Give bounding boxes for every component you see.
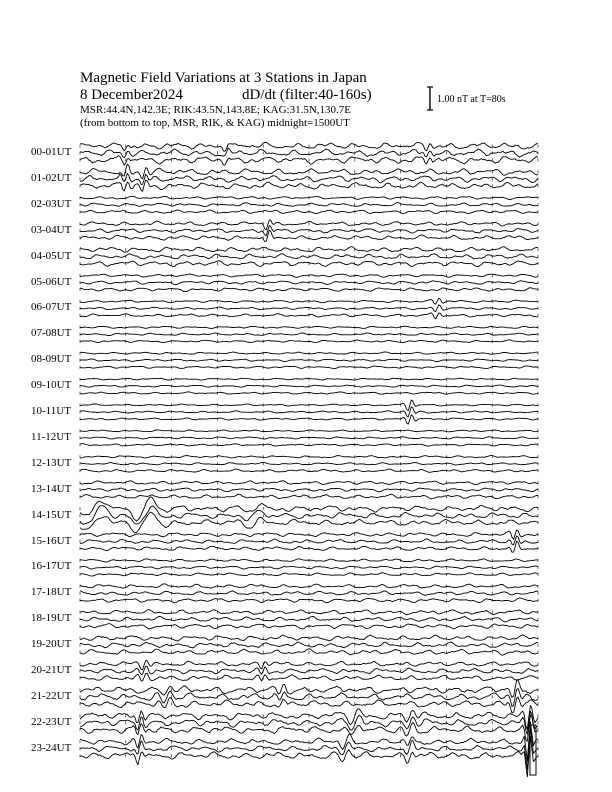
hour-label: 22-23UT xyxy=(31,715,72,728)
hour-label: 01-02UT xyxy=(31,171,72,184)
hour-label: 18-19UT xyxy=(31,612,72,625)
hour-label: 08-09UT xyxy=(31,353,72,366)
hour-label: 14-15UT xyxy=(31,508,72,521)
chart-title: Magnetic Field Variations at 3 Stations in Japan xyxy=(80,70,367,86)
station-order-note: (from bottom to top, MSR, RIK, & KAG) midnight=1500UT xyxy=(80,117,350,129)
station-coordinates: MSR:44.4N,142.3E; RIK:43.5N,143.8E; KAG:31.5N,130.7E xyxy=(80,104,352,116)
hour-label: 19-20UT xyxy=(31,638,72,651)
hour-label: 20-21UT xyxy=(31,664,72,676)
hour-label: 02-03UT xyxy=(31,197,72,210)
hour-label: 07-08UT xyxy=(31,327,72,340)
trace-kag xyxy=(80,705,538,729)
scale-bar-label: 1.00 nT at T=80s xyxy=(437,94,506,105)
hour-label: 15-16UT xyxy=(31,534,72,547)
hour-label: 09-10UT xyxy=(31,379,72,392)
trace-msr xyxy=(80,715,538,741)
hour-label: 12-13UT xyxy=(31,456,72,469)
hour-label: 10-11UT xyxy=(31,405,71,417)
hour-label: 21-22UT xyxy=(31,689,72,702)
hour-label: 13-14UT xyxy=(31,482,72,495)
hour-label: 16-17UT xyxy=(31,560,72,573)
hour-label: 03-04UT xyxy=(31,223,72,236)
chart-quantity: dD/dt (filter:40-160s) xyxy=(242,87,372,103)
hour-label: 23-24UT xyxy=(31,741,72,754)
hour-label: 06-07UT xyxy=(31,301,72,314)
hour-label: 17-18UT xyxy=(31,586,72,599)
hour-label: 04-05UT xyxy=(31,249,72,262)
chart-date: 8 December2024 xyxy=(80,87,183,103)
hour-label: 11-12UT xyxy=(31,430,71,443)
hour-label: 05-06UT xyxy=(31,275,72,288)
hour-label: 00-01UT xyxy=(31,146,72,158)
